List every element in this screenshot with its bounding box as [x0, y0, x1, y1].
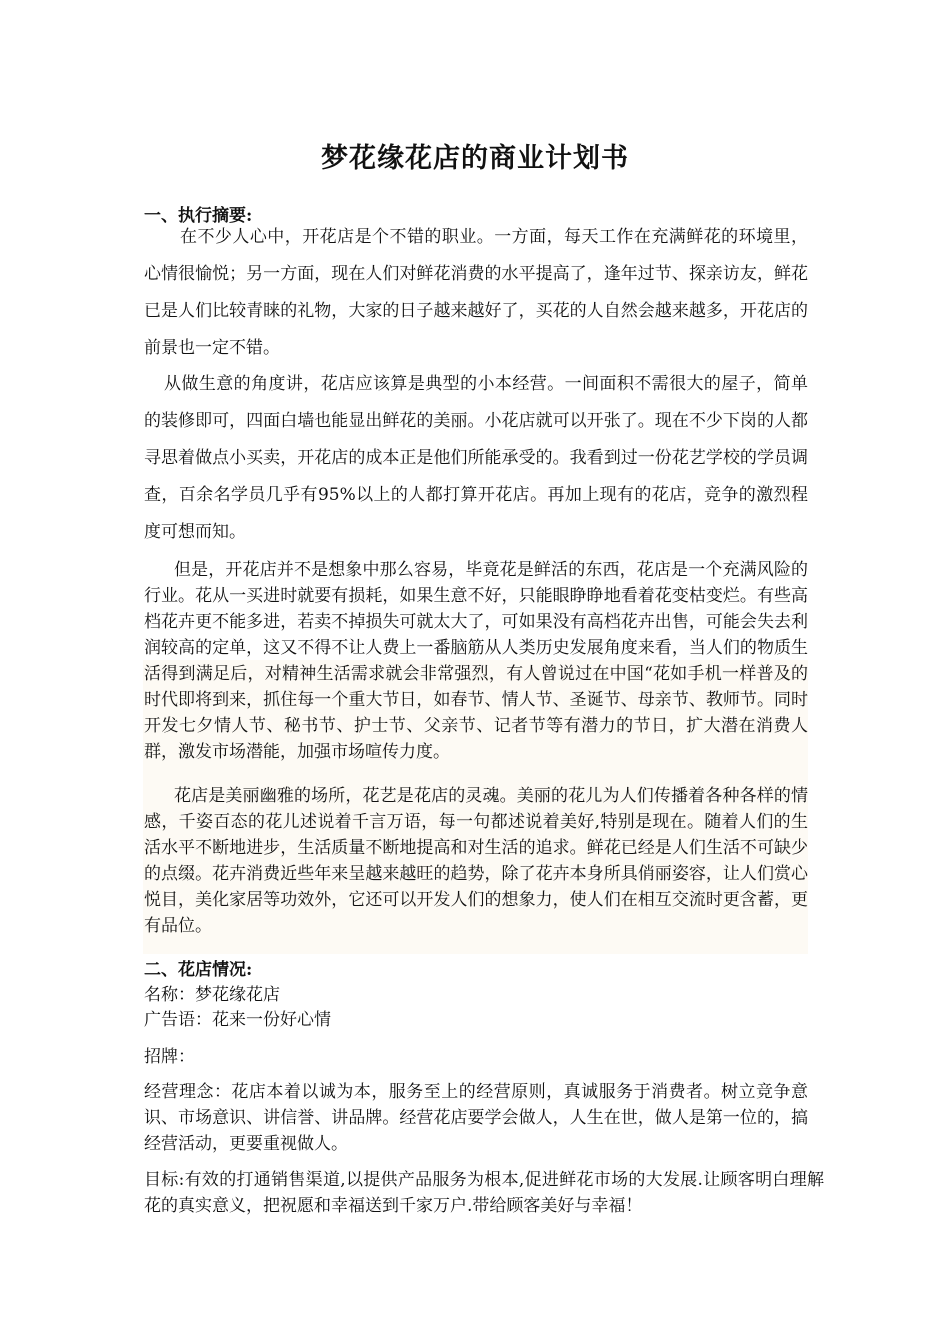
paragraph-summary-1: 在不少人心中，开花店是个不错的职业。一方面，每天工作在充满鲜花的环境里，心情很愉悦；另一方面，现在人们对鲜花消费的水平提高了，逢年过节、探亲访友，鲜花已是人们比较青睐的礼物，大家的日子越来越好了，买花的人自然会越来越多，开花店的前景也一定不错。	[144, 227, 808, 358]
shop-name-line: 名称：梦花缘花店	[144, 985, 280, 1005]
paragraph-summary-3: 但是，开花店并不是想象中那么容易，毕竟花是鲜活的东西，花店是一个充满风险的行业。花从一买进时就要有损耗，如果生意不好，只能眼睁睁地看着花变枯变烂。有些高档花卉更不能多进，若卖不掉损失可就太大了，可如果没有高档花卉出售，可能会失去利润较高的定单，这又不得不让人费上一番脑筋从人类历史发展角度来看，当人们的物质生活得到满足后，对精神生活需求就会非常强烈，有人曾说过在中国“花如手机一样普及的时代即将到来，抓住每一个重大节日，如春节、情人节、圣诞节、母亲节、教师节。同时开发七夕情人节、秘书节、护士节、父亲节、记者节等有潜力的节日，扩大潜在消费人群，激发市场潜能，加强市场喧传力度。	[144, 560, 808, 762]
section-heading-shop-info: 二、花店情况:	[144, 960, 253, 980]
business-goal-paragraph: 目标:有效的打通销售渠道,以提供产品服务为根本,促进鲜花市场的大发展.让顾客明白理解花的真实意义，把祝愿和幸福送到千家万户.带给顾客美好与幸福！	[144, 1170, 824, 1216]
section-heading-executive-summary: 一、执行摘要:	[144, 206, 253, 226]
business-philosophy-paragraph: 经营理念：花店本着以诚为本，服务至上的经营原则，真诚服务于消费者。树立竞争意识、市场意识、讲信誉、讲品牌。经营花店要学会做人，人生在世，做人是第一位的，搞经营活动，更要重视做人。	[144, 1082, 808, 1154]
paragraph-summary-4: 花店是美丽幽雅的场所，花艺是花店的灵魂。美丽的花儿为人们传播着各种各样的情感，千姿百态的花儿述说着千言万语，每一句都述说着美好,特别是现在。随着人们的生活水平不断地进步，生活质量不断地提高和对生活的追求。鲜花已经是人们生活不可缺少的点缀。花卉消费近些年来呈越来越旺的趋势，除了花卉本身所具俏丽姿容，让人们赏心悦目，美化家居等功效外，它还可以开发人们的想象力，使人们在相互交流时更含蓄，更有品位。	[144, 786, 808, 936]
paragraph-summary-2: 从做生意的角度讲，花店应该算是典型的小本经营。一间面积不需很大的屋子，简单的装修即可，四面白墙也能显出鲜花的美丽。小花店就可以开张了。现在不少下岗的人都寻思着做点小买卖，开花店的成本正是他们所能承受的。我看到过一份花艺学校的学员调查，百余名学员几乎有95%以上的人都打算开花店。再加上现有的花店，竞争的激烈程度可想而知。	[144, 374, 808, 542]
shop-signboard-line: 招牌：	[144, 1047, 195, 1067]
document-title: 梦花缘花店的商业计划书	[321, 143, 629, 174]
shop-slogan-line: 广告语：花来一份好心情	[144, 1010, 331, 1030]
